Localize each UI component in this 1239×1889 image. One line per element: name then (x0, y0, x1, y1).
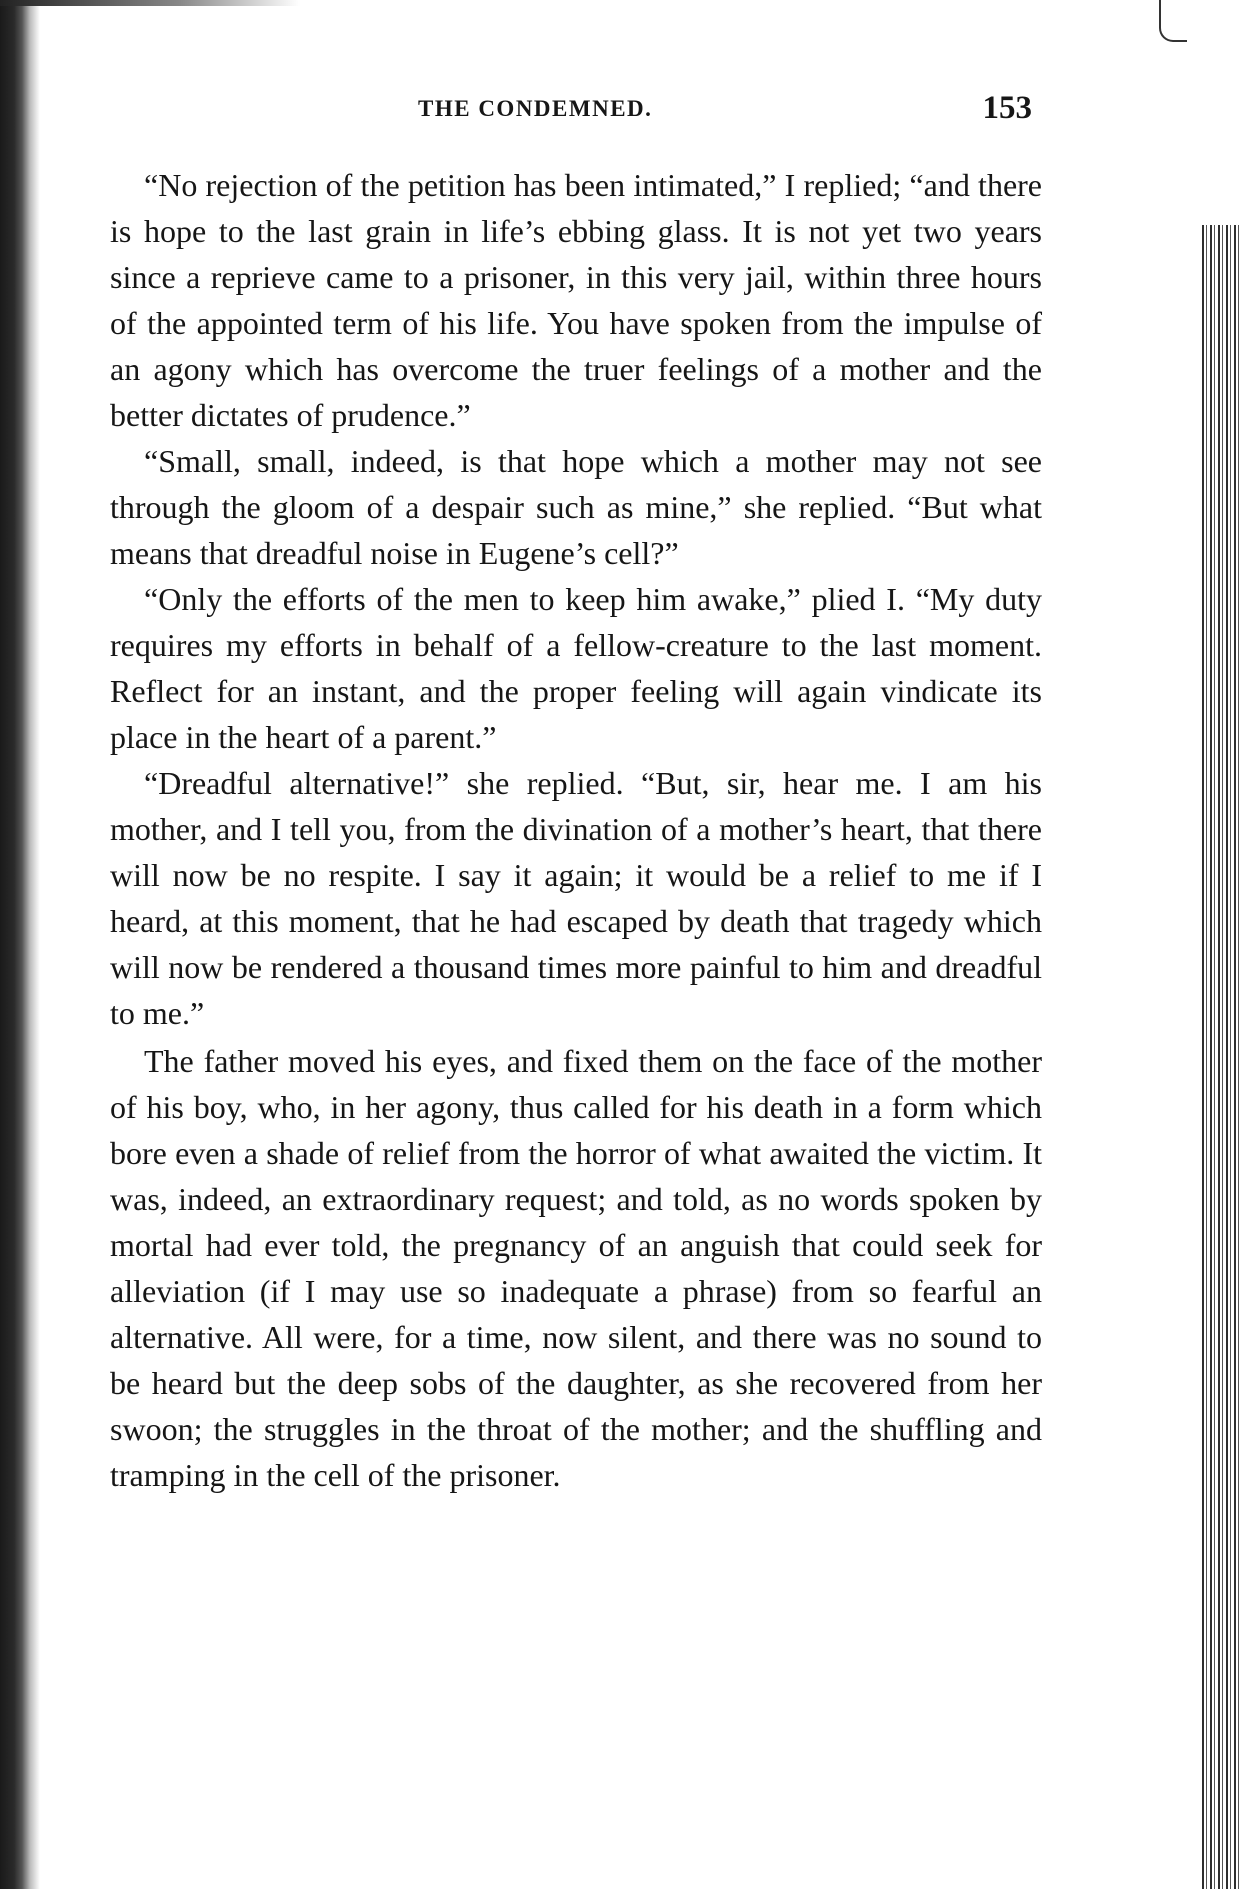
paragraph: “Dreadful alternative!” she replied. “But, sir, hear me. I am his mother, and I tell you, from the divination of a mother’s heart, that there will now be no respite. I say it again; it would be a relief to me if I heard, at this moment, that he had escaped by death that tragedy which will now be rendered a thousand times more painful to him and dreadful to me.” (110, 765, 1042, 1031)
binding-edge (0, 0, 40, 1889)
paragraph: “Only the efforts of the men to keep him awake,” plied I. “My duty requires my efforts in behalf of a fellow-creature to the last moment. Reflect for an instant, and the proper feeling will again vindicate its place in the heart of a parent.” (110, 581, 1042, 755)
page-header (110, 90, 1032, 136)
paragraph: “No rejection of the petition has been intimated,” I replied; “and there is hope to the last grain in life’s ebbing glass. It is not yet two years since a reprieve came to a prisoner, in this very jail, within three hours of the appointed term of his life. You have spoken from the impulse of an agony which has overcome the truer feelings of a mother and the better dictates of prudence.” (110, 167, 1042, 433)
running-head: THE CONDEMNED. (418, 96, 653, 121)
page-stack-edge (1199, 225, 1239, 1889)
binding-top-edge (0, 0, 300, 6)
body-text (110, 162, 1042, 1498)
corner-mark (1159, 0, 1187, 42)
page-number: 153 (982, 90, 1032, 126)
paragraph: The father moved his eyes, and fixed them on the face of the mother of his boy, who, in her agony, thus called for his death in a form which bore even a shade of relief from the horror of what awaited the victim. It was, indeed, an extraordinary request; and told, as no words spoken by mortal had ever told, the pregnancy of an anguish that could seek for alleviation (if I may use so inadequate a phrase) from so fearful an alternative. All were, for a time, now silent, and there was no sound to be heard but the deep sobs of the daughter, as she recovered from her swoon; the struggles in the throat of the mother; and the shuffling and tramping in the cell of the prisoner. (110, 1043, 1042, 1493)
paragraph: “Small, small, indeed, is that hope which a mother may not see through the gloom of a despair such as mine,” she replied. “But what means that dreadful noise in Eugene’s cell?” (110, 443, 1042, 571)
